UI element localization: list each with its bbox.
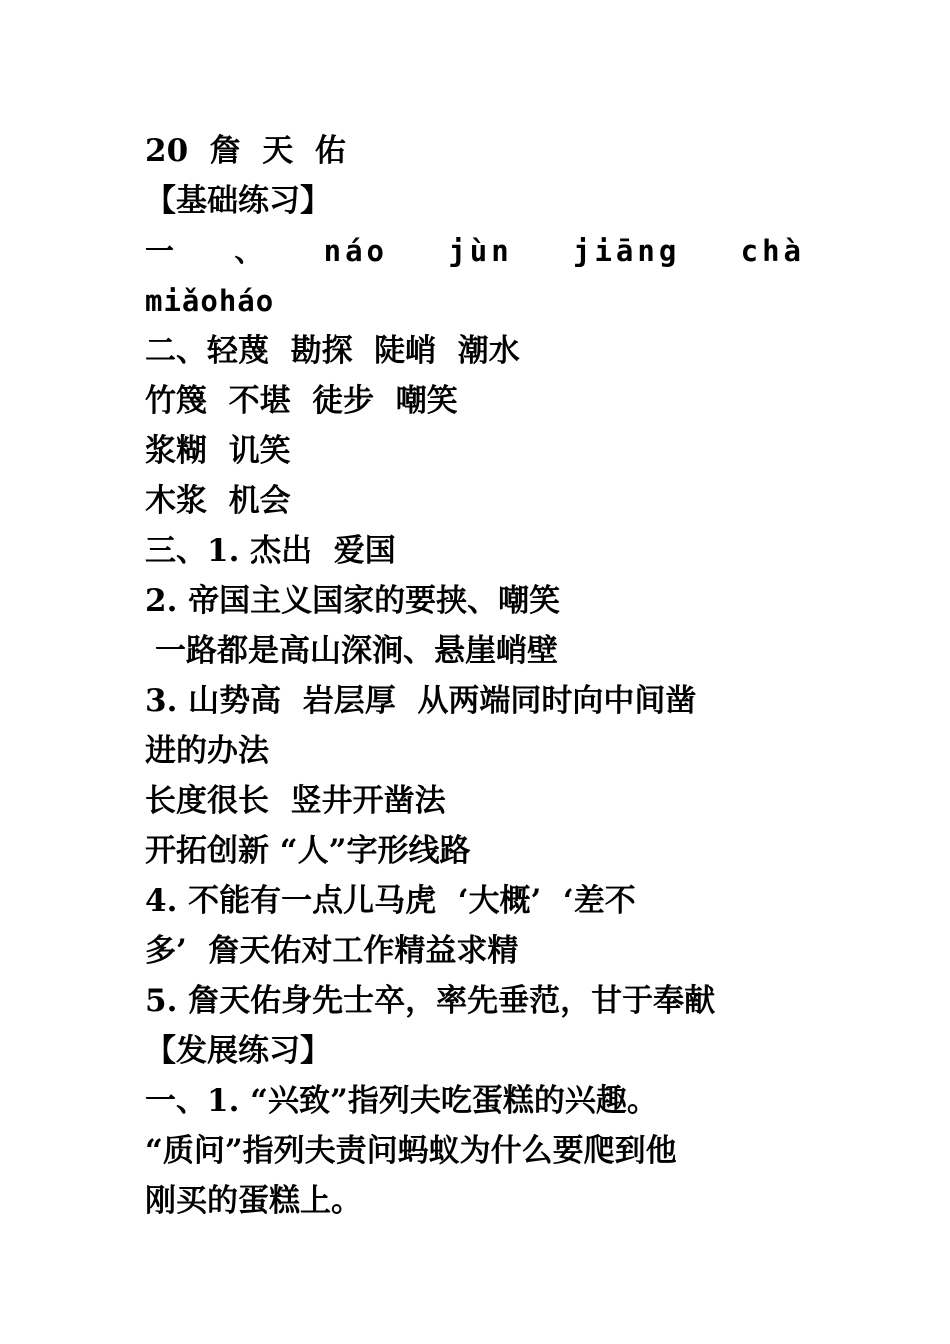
develop-line: “质问”指列夫责问蚂蚁为什么要爬到他 bbox=[145, 1133, 677, 1169]
q2-line: 木浆 机会 bbox=[145, 483, 291, 519]
q2-line: 竹篾 不堪 徒步 嘲笑 bbox=[145, 383, 458, 419]
pinyin-item: jiāng bbox=[573, 234, 681, 268]
pinyin-item: jùn bbox=[448, 234, 513, 268]
pinyin-item: náo bbox=[323, 234, 389, 268]
q1-pinyin-continued: miǎoháo bbox=[145, 284, 275, 318]
q3-line: 一路都是高山深涧、悬崖峭壁 bbox=[155, 633, 558, 669]
develop-line: 一、1. “兴致”指列夫吃蛋糕的兴趣。 bbox=[145, 1083, 658, 1119]
q3-line: 4. 不能有一点儿马虎 ‘大概’ ‘差不 bbox=[145, 883, 636, 919]
q3-line: 5. 詹天佑身先士卒，率先垂范，甘于奉献 bbox=[145, 983, 716, 1019]
q3-line: 进的办法 bbox=[145, 733, 269, 769]
q3-line: 3. 山势高 岩层厚 从两端同时向中间凿 bbox=[145, 683, 697, 719]
q3-line: 三、1. 杰出 爱国 bbox=[145, 533, 396, 569]
q2-line: 浆糊 讥笑 bbox=[145, 433, 291, 469]
q1-number: 一 bbox=[145, 234, 175, 268]
lesson-title: 20 詹 天 佑 bbox=[145, 133, 346, 169]
section-heading-develop: 【发展练习】 bbox=[145, 1033, 331, 1069]
q1-separator: 、 bbox=[234, 234, 264, 268]
section-heading-basic: 【基础练习】 bbox=[145, 183, 331, 219]
answer-key-content bbox=[145, 126, 805, 1226]
develop-line: 刚买的蛋糕上。 bbox=[145, 1183, 362, 1219]
q3-line: 多’ 詹天佑对工作精益求精 bbox=[145, 933, 519, 969]
q2-line: 二、轻蔑 勘探 陡峭 潮水 bbox=[145, 333, 520, 369]
q1-pinyin-line bbox=[145, 226, 805, 276]
pinyin-item: chà bbox=[740, 234, 805, 268]
q3-line: 长度很长 竖井开凿法 bbox=[145, 783, 446, 819]
q3-line: 开拓创新 “人”字形线路 bbox=[145, 833, 471, 869]
q3-line: 2. 帝国主义国家的要挟、嘲笑 bbox=[145, 583, 561, 619]
